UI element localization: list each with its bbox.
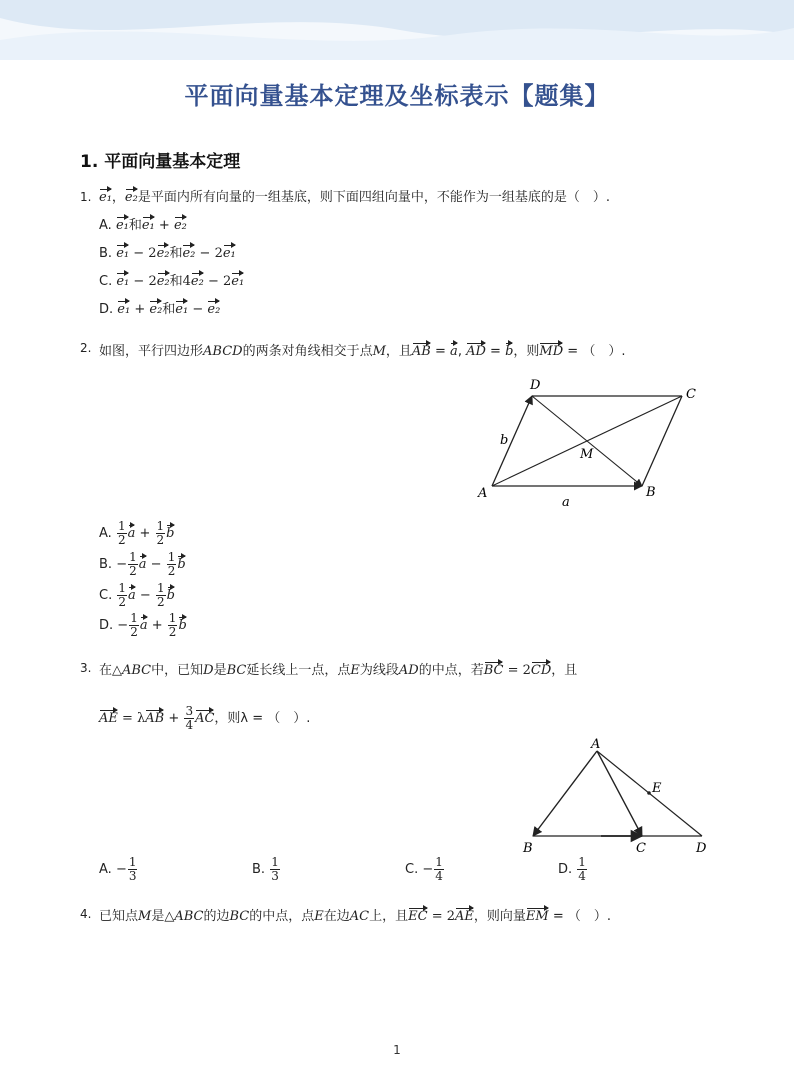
- fraction-num: 1: [156, 581, 165, 595]
- q2-text: （ ）.: [582, 344, 626, 359]
- label-a: A: [591, 737, 601, 752]
- fraction: [577, 856, 587, 883]
- coef: 2: [148, 274, 157, 289]
- fraction-den: 4: [185, 718, 194, 732]
- q1-stem-text: 是平面内所有向量的一组基底，则下面四组向量中，不能作为一组基底的是（ ）.: [137, 190, 610, 205]
- q3-stem-line1: [99, 659, 577, 678]
- sign: −: [422, 862, 434, 877]
- coef: 2: [223, 274, 232, 289]
- fraction-half: [156, 582, 166, 609]
- vec-e1: e₁: [175, 298, 188, 317]
- q3-number: 3.: [80, 661, 92, 675]
- q3-ad: AD: [398, 663, 419, 678]
- vec-e2: e₂: [174, 214, 187, 233]
- q1-stem-part: ，: [111, 190, 125, 205]
- q3-eq: = λ: [122, 711, 146, 726]
- q4-text: = （ ）.: [552, 909, 612, 924]
- fraction-den: 3: [271, 869, 279, 883]
- sign: −: [117, 618, 129, 633]
- vec-a: a: [139, 553, 147, 572]
- vec-a: a: [450, 340, 458, 359]
- q4-abc: ABC: [174, 909, 204, 924]
- q3-option-d[interactable]: [558, 856, 588, 883]
- vec-ab: AB: [145, 707, 164, 726]
- q4-text: 上，且: [369, 909, 409, 924]
- edge-cb: [642, 396, 682, 486]
- sign: −: [116, 557, 128, 572]
- q4-text: ，则向量: [473, 909, 526, 924]
- sign: −: [115, 862, 127, 877]
- label-c: C: [686, 387, 696, 402]
- vec-em: EM: [526, 905, 549, 924]
- vec-e1: e₁: [116, 214, 129, 233]
- q2-number: 2.: [80, 341, 92, 355]
- sign: −: [139, 588, 151, 603]
- section-heading: 1. 平面向量基本定理: [80, 152, 241, 172]
- fraction-half: [117, 582, 127, 609]
- vec-e2: e₂: [191, 270, 204, 289]
- vec-e1: e₁: [116, 270, 129, 289]
- q3-text: 是: [213, 663, 227, 678]
- q3-d: D: [203, 663, 214, 678]
- vec-a: a: [128, 522, 136, 541]
- q3-e: E: [350, 663, 360, 678]
- fraction: [128, 856, 138, 883]
- fraction-den: 2: [118, 595, 126, 609]
- q2-text: ，且: [385, 344, 412, 359]
- vec-bc: BC: [484, 659, 504, 678]
- q3-option-a[interactable]: [99, 856, 138, 883]
- option-label: B.: [99, 246, 113, 261]
- q3-plus: +: [168, 711, 180, 726]
- q2-abcd: ABCD: [203, 344, 243, 359]
- vec-b: b: [167, 584, 175, 603]
- option-label: A.: [99, 526, 112, 541]
- fraction-half: [168, 612, 178, 639]
- vec-ae: AE: [99, 707, 118, 726]
- vec-e2: e₂: [157, 270, 170, 289]
- label-d: D: [696, 841, 707, 856]
- q2-text: 的两条对角线相交于点: [242, 344, 373, 359]
- q2-m: M: [372, 344, 386, 359]
- diag-db: [532, 396, 642, 486]
- text-he: 和: [162, 302, 176, 317]
- page-title: 平面向量基本定理及坐标表示【题集】: [184, 82, 610, 110]
- option-label: A.: [99, 862, 112, 877]
- vec-ae: AE: [455, 905, 474, 924]
- q2-text: 如图，平行四边形: [99, 344, 204, 359]
- option-label: B.: [252, 862, 266, 877]
- vec-md: MD: [539, 340, 563, 359]
- vec-e1: e₁: [99, 186, 112, 205]
- fraction-den: 3: [128, 869, 137, 883]
- q1-option-b[interactable]: B. e₁ − 2e₂和e₂ − 2e₁: [99, 242, 236, 261]
- fraction-num: 1: [167, 550, 176, 564]
- q3-text: 为线段: [359, 663, 399, 678]
- q4-bc: BC: [229, 909, 250, 924]
- q2-option-b[interactable]: [99, 551, 186, 578]
- q1-option-a[interactable]: A. e₁和e₁ + e₂: [99, 214, 187, 233]
- fraction-num: 1: [435, 855, 443, 869]
- fraction-num: 1: [128, 855, 137, 869]
- q4-text: 已知点: [99, 909, 139, 924]
- q3-text: 在△: [99, 663, 122, 678]
- q4-stem: [99, 905, 611, 924]
- text-he: 和: [169, 274, 183, 289]
- fraction-half: [117, 520, 127, 547]
- option-label: C.: [405, 862, 419, 877]
- fraction-num: 1: [156, 519, 165, 533]
- fraction-den: 2: [156, 533, 165, 547]
- fraction-half: [129, 612, 139, 639]
- q4-ac: AC: [349, 909, 370, 924]
- q2-option-a[interactable]: [99, 520, 175, 547]
- vec-e2: e₂: [149, 298, 162, 317]
- segment-ac: [597, 751, 642, 836]
- q1-stem: [99, 186, 610, 205]
- coef: 2: [148, 246, 157, 261]
- q3-text: 中，已知: [151, 663, 204, 678]
- fraction-num: 1: [578, 855, 586, 869]
- fraction-num: 1: [130, 611, 138, 625]
- q3-text: ，且: [551, 663, 578, 678]
- option-label: D.: [558, 862, 573, 877]
- text-he: 和: [169, 246, 183, 261]
- fraction: [434, 856, 444, 883]
- vec-b: b: [177, 553, 185, 572]
- label-a: A: [478, 486, 488, 501]
- option-label: D.: [99, 302, 114, 317]
- q1-number: 1.: [80, 190, 92, 204]
- label-m: M: [580, 447, 594, 462]
- fraction-num: 1: [168, 611, 177, 625]
- sign: +: [139, 526, 151, 541]
- page-number: 1: [393, 1043, 401, 1057]
- q3-text: 的中点，若: [418, 663, 484, 678]
- q3-option-c[interactable]: [405, 856, 445, 883]
- vec-e2: e₂: [157, 242, 170, 261]
- q4-text: 的中点，点: [249, 909, 315, 924]
- label-c: C: [636, 841, 646, 856]
- fraction-den: 2: [130, 625, 138, 639]
- option-label: D.: [99, 618, 114, 633]
- label-e: E: [652, 781, 662, 796]
- vec-ac: AC: [195, 707, 214, 726]
- option-label: A.: [99, 218, 112, 233]
- vec-ec: EC: [408, 905, 427, 924]
- vec-e1: e₁: [142, 214, 155, 233]
- q3-option-b[interactable]: [252, 856, 281, 883]
- vec-e1: e₁: [223, 242, 236, 261]
- vec-e2: e₂: [182, 242, 195, 261]
- vec-b: b: [166, 522, 174, 541]
- option-label: C.: [99, 274, 113, 289]
- vec-e2: e₂: [207, 298, 220, 317]
- q1-option-d[interactable]: D. e₁ + e₂和e₁ − e₂: [99, 298, 220, 317]
- fraction-den: 2: [156, 595, 165, 609]
- vec-b: b: [178, 614, 186, 633]
- edge-ad: [492, 396, 532, 486]
- fraction-num: 1: [129, 550, 137, 564]
- fraction-den: 2: [129, 564, 137, 578]
- q4-number: 4.: [80, 907, 92, 921]
- label-d: D: [530, 378, 541, 393]
- q4-e: E: [314, 909, 324, 924]
- vec-e1: e₁: [117, 298, 130, 317]
- fraction-num: 3: [185, 704, 194, 718]
- option-label: C.: [99, 588, 113, 603]
- segment-ab: [533, 751, 597, 836]
- q3-eq: = 2: [507, 663, 531, 678]
- q1-option-c[interactable]: C. e₁ − 2e₂和4e₂ − 2e₁: [99, 270, 244, 289]
- sign: +: [151, 618, 163, 633]
- q3-stem-line2: [99, 705, 310, 732]
- vec-b: b: [505, 340, 513, 359]
- parallelogram-figure: [470, 372, 710, 512]
- vec-cd: CD: [531, 659, 551, 678]
- coef: 2: [214, 246, 223, 261]
- text-he: 和: [128, 218, 142, 233]
- label-vec-a: a: [562, 495, 570, 510]
- vec-e2: e₂: [125, 186, 138, 205]
- fraction-num: 1: [118, 581, 126, 595]
- fraction-three-quarters: [184, 705, 194, 732]
- fraction-half: [128, 551, 138, 578]
- fraction-half: [156, 520, 166, 547]
- q4-eq: = 2: [431, 909, 455, 924]
- fraction-num: 1: [271, 855, 279, 869]
- label-vec-b: b: [500, 433, 509, 448]
- fraction-num: 1: [117, 519, 126, 533]
- vec-ad: AD: [466, 340, 486, 359]
- vec-a: a: [128, 584, 136, 603]
- q4-m: M: [138, 909, 152, 924]
- q3-text: ，则λ = （ ）.: [214, 711, 311, 726]
- q4-text: 的边: [203, 909, 230, 924]
- q4-text: 是△: [151, 909, 175, 924]
- vec-ab: AB: [412, 340, 431, 359]
- q2-stem: 如图，平行四边形ABCD的两条对角线相交于点M，且AB = a, AD = b，则MD = （ ）.: [99, 340, 625, 359]
- vec-e1: e₁: [231, 270, 244, 289]
- fraction-half: [167, 551, 177, 578]
- q3-bc: BC: [226, 663, 247, 678]
- q2-option-c[interactable]: [99, 582, 175, 609]
- fraction-den: 4: [578, 869, 586, 883]
- fraction-den: 4: [435, 869, 443, 883]
- triangle-figure: [515, 735, 715, 860]
- vec-a: a: [140, 614, 148, 633]
- q3-text: 延长线上一点，点: [246, 663, 351, 678]
- fraction-den: 2: [117, 533, 126, 547]
- option-label: B.: [99, 557, 113, 572]
- fraction-den: 2: [167, 564, 176, 578]
- q3-abc: ABC: [122, 663, 152, 678]
- point-e: [647, 791, 651, 795]
- q2-option-d[interactable]: [99, 612, 187, 639]
- fraction-den: 2: [168, 625, 177, 639]
- vec-e1: e₁: [116, 242, 129, 261]
- fraction: [270, 856, 280, 883]
- header-banner: [0, 0, 794, 60]
- label-b: B: [646, 485, 656, 500]
- q2-text: ，则: [513, 344, 540, 359]
- sign: −: [150, 557, 162, 572]
- coef: 4: [182, 274, 191, 289]
- label-b: B: [523, 841, 533, 856]
- q4-text: 在边: [323, 909, 350, 924]
